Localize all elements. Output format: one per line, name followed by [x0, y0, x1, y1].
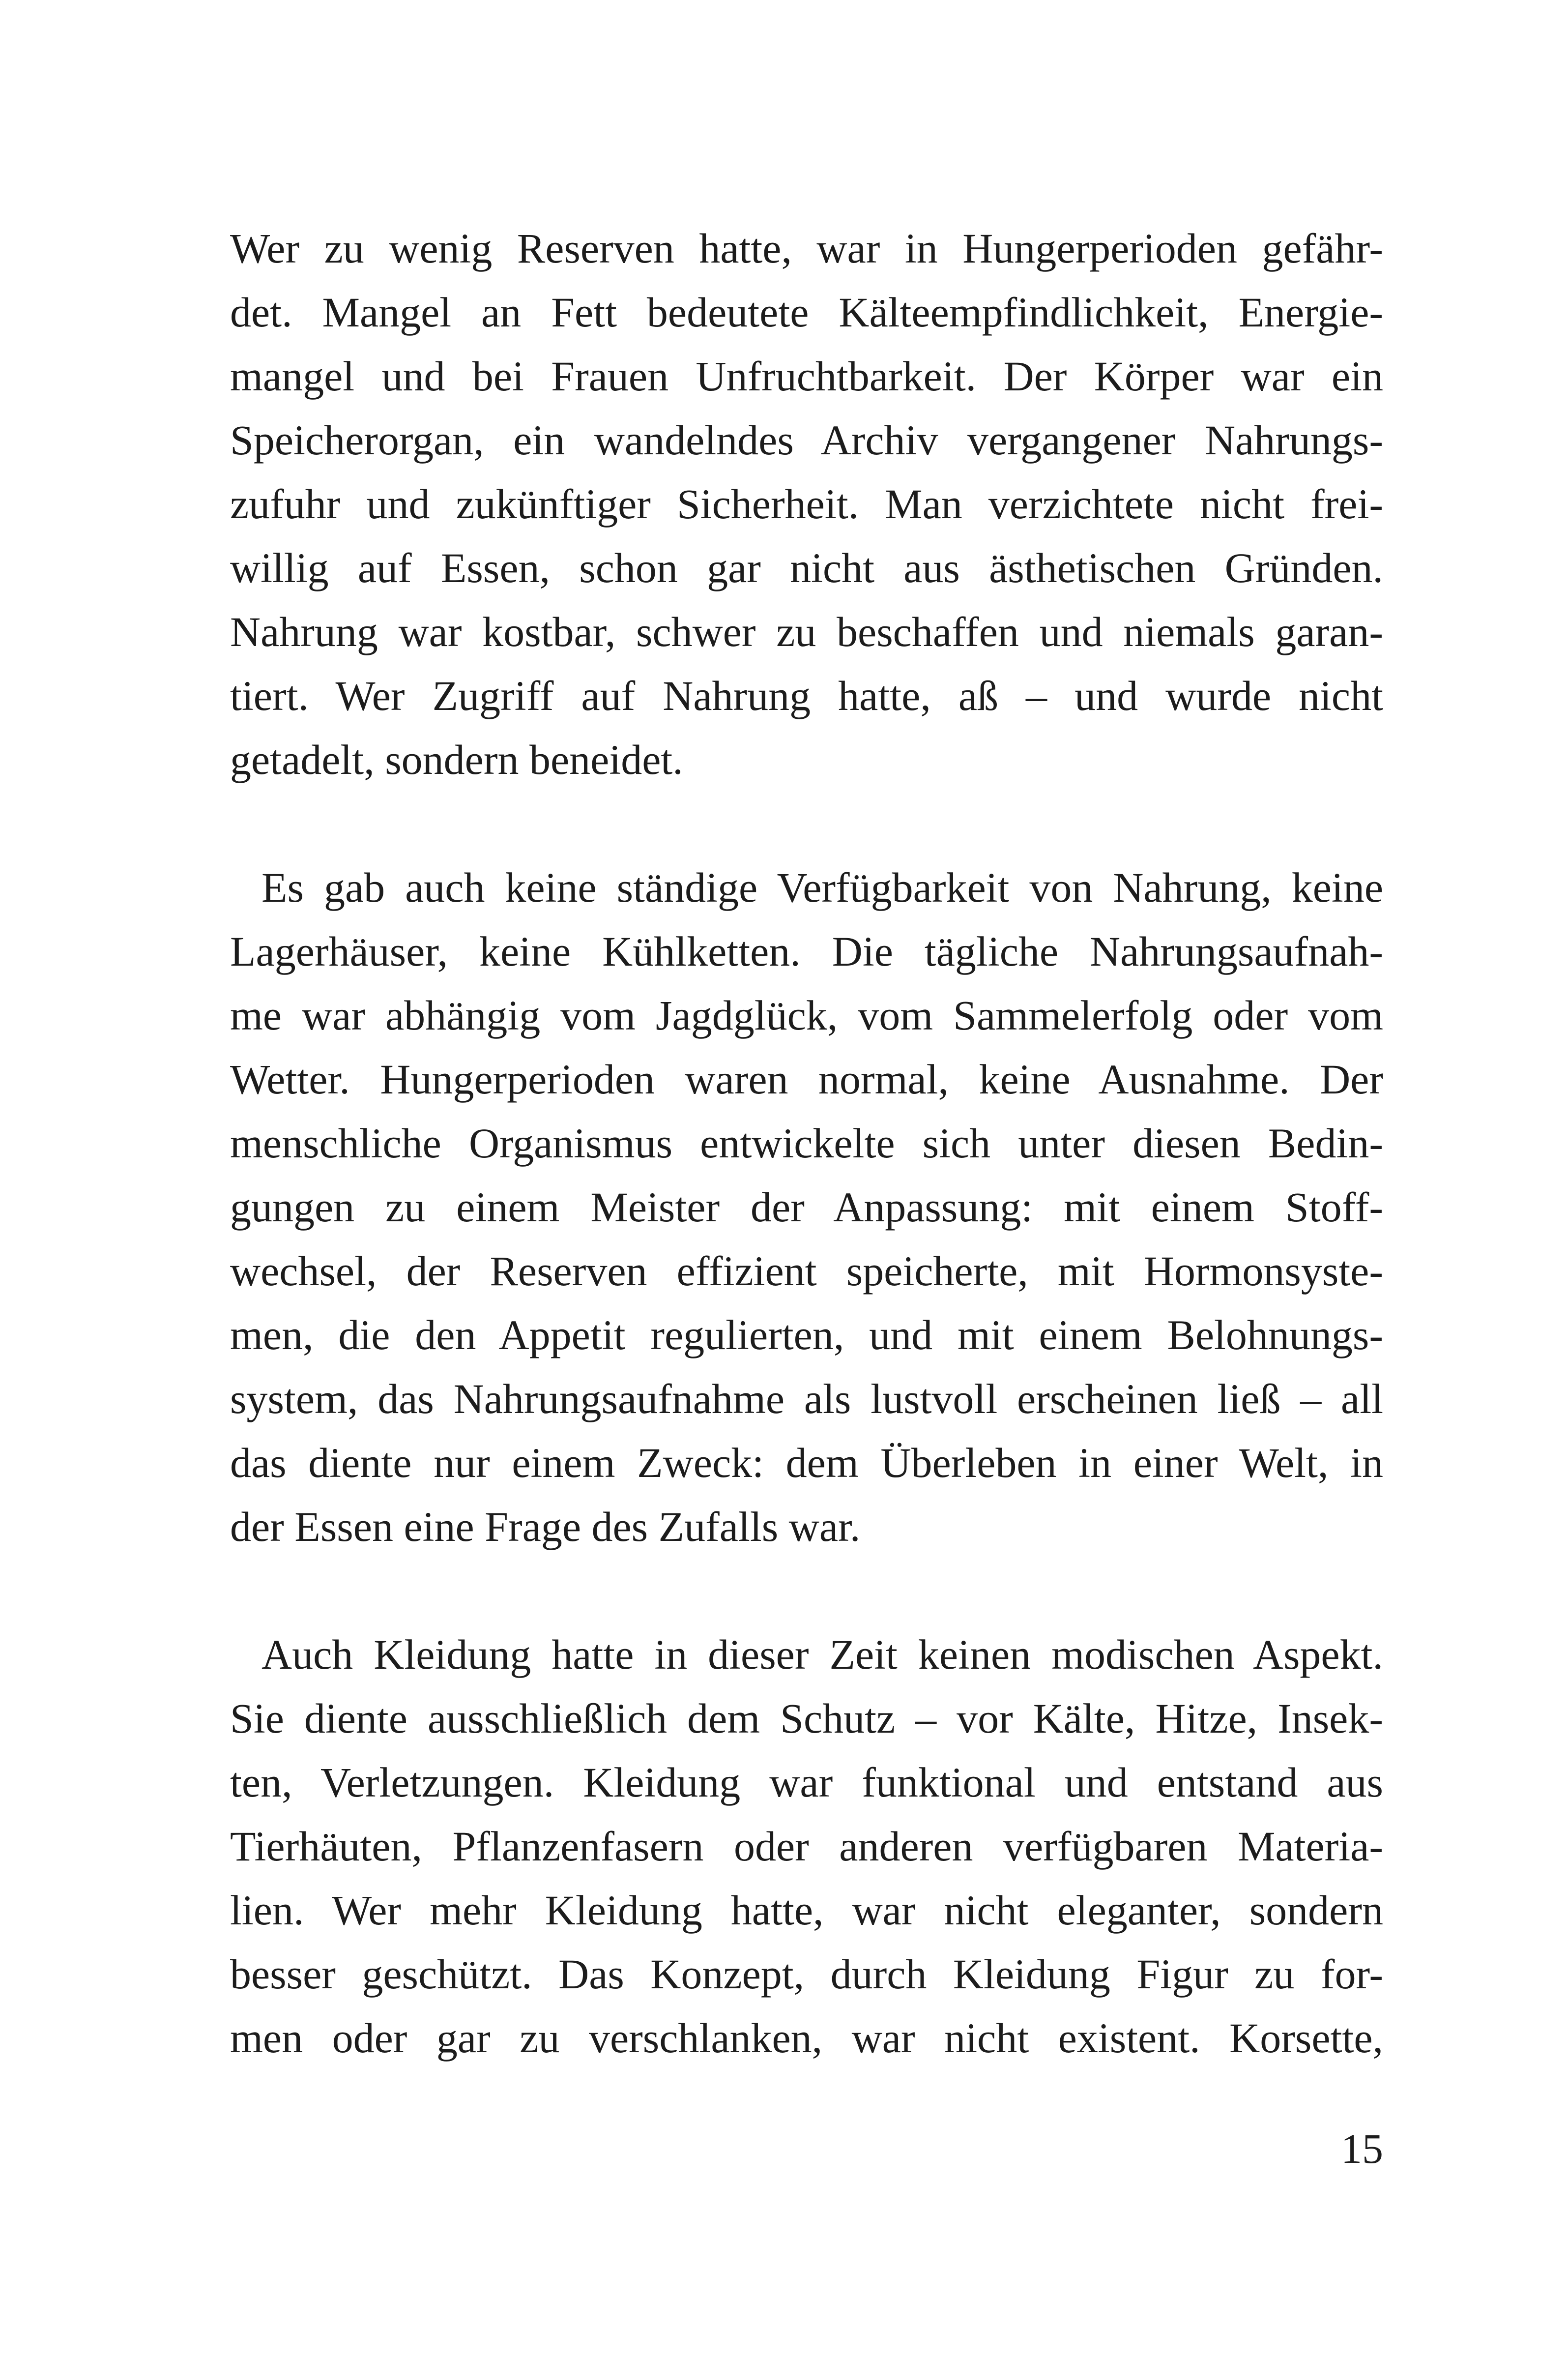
- paragraph-2: [230, 856, 1383, 1559]
- text-line: det. Mangel an Fett bedeutete Kälteempfindlichkeit, Energie-: [230, 289, 1383, 336]
- text-line: Wer zu wenig Reserven hatte, war in Hungerperioden gefähr-: [230, 225, 1383, 272]
- text-line: Auch Kleidung hatte in dieser Zeit keinen modischen Aspekt.: [261, 1631, 1383, 1678]
- text-line: zufuhr und zukünftiger Sicherheit. Man verzichtete nicht frei-: [230, 480, 1383, 528]
- text-line: menschliche Organismus entwickelte sich unter diesen Bedin-: [230, 1120, 1383, 1167]
- text-line: Es gab auch keine ständige Verfügbarkeit von Nahrung, keine: [261, 864, 1383, 911]
- text-line: besser geschützt. Das Konzept, durch Kleidung Figur zu for-: [230, 1950, 1383, 1998]
- text-line: gungen zu einem Meister der Anpassung: mit einem Stoff-: [230, 1183, 1383, 1231]
- paragraph-1: [230, 216, 1383, 792]
- text-line: tiert. Wer Zugriff auf Nahrung hatte, aß – und wurde nicht: [230, 672, 1383, 719]
- text-line: Sie diente ausschließlich dem Schutz – vor Kälte, Hitze, Insek-: [230, 1695, 1383, 1742]
- text-line: men, die den Appetit regulierten, und mit einem Belohnungs-: [230, 1311, 1383, 1358]
- text-line: ten, Verletzungen. Kleidung war funktional und entstand aus: [230, 1759, 1383, 1806]
- text-line: Lagerhäuser, keine Kühlketten. Die tägliche Nahrungsaufnah-: [230, 928, 1383, 975]
- body-text: [230, 216, 1383, 2070]
- text-line: mangel und bei Frauen Unfruchtbarkeit. Der Körper war ein: [230, 353, 1383, 400]
- text-line: Wetter. Hungerperioden waren normal, keine Ausnahme. Der: [230, 1056, 1383, 1103]
- text-line: system, das Nahrungsaufnahme als lustvoll erscheinen ließ – all: [230, 1375, 1383, 1422]
- page-number: 15: [1341, 2125, 1383, 2172]
- text-line: Tierhäuten, Pflanzenfasern oder anderen verfügbaren Materia-: [230, 1823, 1383, 1870]
- paragraph-3: [230, 1622, 1383, 2070]
- text-line: getadelt, sondern beneidet.: [230, 736, 683, 783]
- text-line: wechsel, der Reserven effizient speicherte, mit Hormonsyste-: [230, 1247, 1383, 1295]
- text-line: lien. Wer mehr Kleidung hatte, war nicht eleganter, sondern: [230, 1887, 1383, 1934]
- text-line: der Essen eine Frage des Zufalls war.: [230, 1503, 861, 1550]
- text-line: willig auf Essen, schon gar nicht aus ästhetischen Gründen.: [230, 544, 1383, 591]
- text-line: me war abhängig vom Jagdglück, vom Sammelerfolg oder vom: [230, 992, 1383, 1039]
- paragraph-gap: [230, 1559, 1383, 1622]
- text-line: men oder gar zu verschlanken, war nicht existent. Korsette,: [230, 2014, 1383, 2062]
- text-line: das diente nur einem Zweck: dem Überleben in einer Welt, in: [230, 1439, 1383, 1486]
- paragraph-gap: [230, 792, 1383, 856]
- text-line: Speicherorgan, ein wandelndes Archiv vergangener Nahrungs-: [230, 416, 1383, 464]
- text-line: Nahrung war kostbar, schwer zu beschaffen und niemals garan-: [230, 608, 1383, 655]
